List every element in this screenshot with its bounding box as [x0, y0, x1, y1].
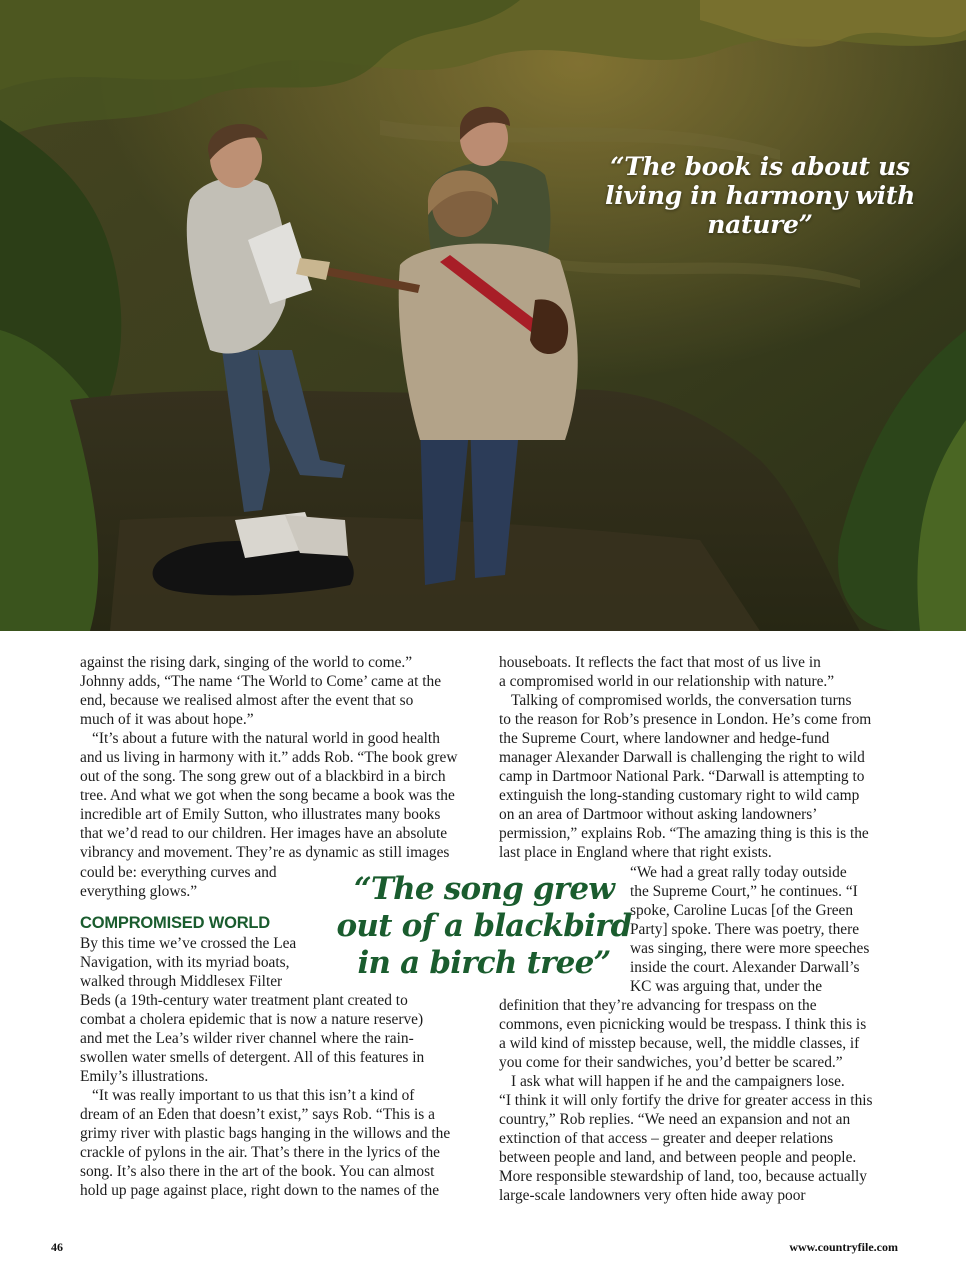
left-paragraph-1: against the rising dark, singing of the world to come.” Johnny adds, “The name ‘The World to Come’ came at the end, because we realised almost after the event that so much of it was about hope.”	[80, 654, 442, 729]
left-paragraph-3: Beds (a 19th-century water treatment plant created to combat a cholera epidemic that is now a nature reserve) and met the Lea’s wilder river channel where the rain- swollen water smells of detergent. All of this features in Emily’s illustrations.	[80, 991, 425, 1085]
right-paragraph-1: houseboats. It reflects the fact that most of us live in a compromised world in our relationship with nature.”	[499, 654, 835, 691]
left-paragraph-2: “It’s about a future with the natural world in good health and us living in harmony with it.” adds Rob. “The book grew out of the song. The song grew out of a blackbird in a birch tree. And what we got when the song became a book was the incredible art of Emily Sutton, who illustrates many books that we’d read to our children. Her images have an absolute vibrancy and movement. They’re as dynamic as still images could be: everything curves and everything glows.”	[80, 730, 458, 900]
left-paragraph-4: “It was really important to us that this isn’t a kind of dream of an Eden that doesn’t exist,” says Rob. “This is a grimy river with plastic bags hanging in the willows and the crackle of pylons in the air. That’s there in the lyrics of the song. It’s also there in the art of the book. You can almost hold up page against place, right down to the names of the	[80, 1086, 451, 1200]
photo-caption-quote: “The book is about us living in harmony with nature”	[605, 152, 915, 239]
hero-photo	[0, 0, 966, 631]
right-paragraph-3-wrapped: “We had a great rally today outside the Supreme Court,” he continues. “I spoke, Caroline Lucas [of the Green Party] spoke. There was poetry, there was singing, there were more speeches inside the court. Alexander Darwall’s KC was arguing that, under the	[630, 863, 870, 995]
river-scene-illustration	[0, 0, 966, 631]
left-paragraph-3-wrapped: By this time we’ve crossed the Lea Navigation, with its myriad boats, walked through Middlesex Filter	[80, 934, 297, 990]
right-paragraph-2: Talking of compromised worlds, the conversation turns to the reason for Rob’s presence in London. He’s come from the Supreme Court, where landowner and hedge-fund manager Alexander Darwall is challenging the right to wild camp in Dartmoor National Park. “Darwall is attempting to extinguish the long-standing customary right to wild camp on an area of Dartmoor without asking landowners’ permission,” explains Rob. “The amazing thing is this is the last place in England where that right exists.	[499, 692, 872, 862]
website-link[interactable]: www.countryfile.com	[789, 1240, 898, 1254]
page-number: 46	[51, 1240, 63, 1254]
right-paragraph-4: I ask what will happen if he and the campaigners lose. “I think it will only fortify the drive for greater access in this country,” Rob replies. “We need an expansion and not an extinction of that access – greater and deeper relations between people and land, and between people and people. More responsible stewardship of land, too, because actually large-scale landowners very often hide away poor	[499, 1073, 873, 1205]
pull-quote: “The song grew out of a blackbird in a birch tree”	[336, 871, 632, 981]
right-paragraph-3: definition that they’re advancing for trespass on the commons, even picnicking would be trespass. I think this is a wild kind of misstep because, well, the middle classes, if you come for their sandwiches, you’d better be scared.”	[499, 996, 867, 1071]
section-subhead: COMPROMISED WORLD	[80, 913, 271, 932]
